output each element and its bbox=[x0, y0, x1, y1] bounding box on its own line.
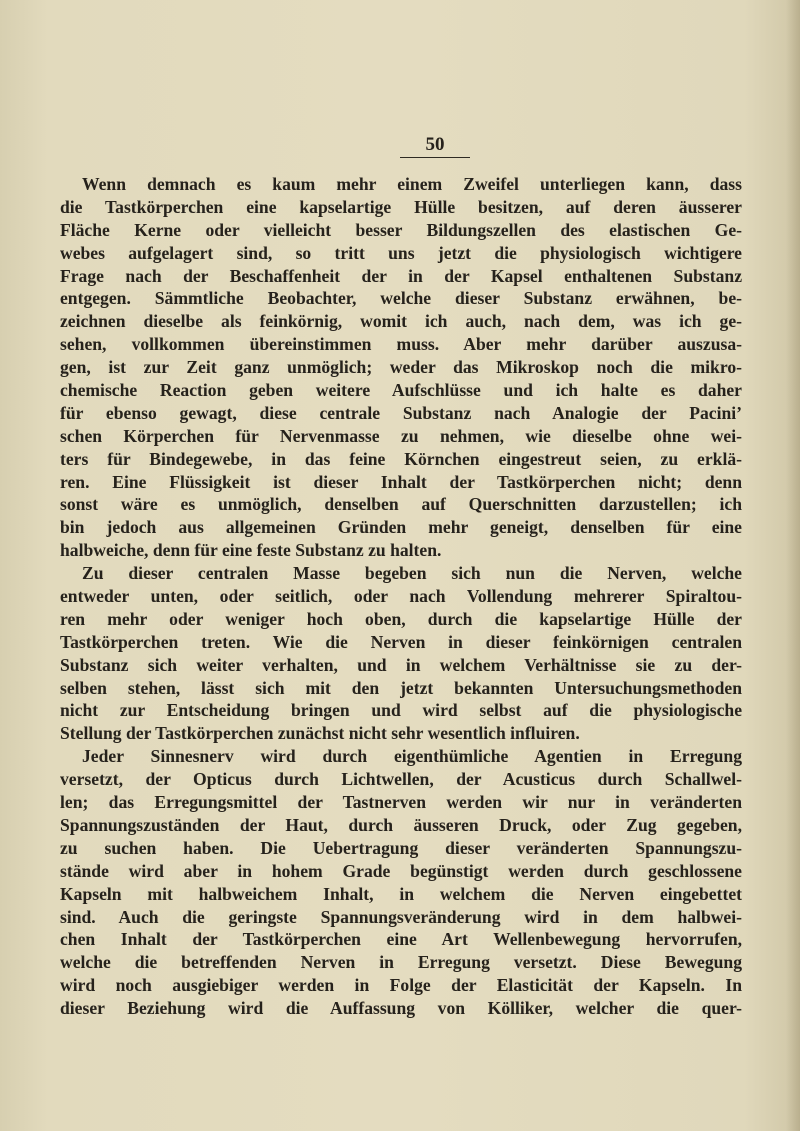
text-line: welche die betreffenden Nerven in Erregung versetzt. Diese Bewegung bbox=[60, 952, 742, 973]
text-line: chemische Reaction geben weitere Aufschlüsse und ich halte es daher bbox=[60, 380, 742, 401]
text-line: schen Körperchen für Nervenmasse zu nehmen, wie dieselbe ohne wei- bbox=[60, 425, 742, 446]
text-line: ren. Eine Flüssigkeit ist dieser Inhalt der Tastkörperchen nicht; denn bbox=[60, 471, 742, 492]
text-line: selben stehen, lässt sich mit den jetzt bekannten Untersuchungsmethoden bbox=[60, 677, 742, 698]
text-line: entweder unten, oder seitlich, oder nach Vollendung mehrerer Spiraltou- bbox=[60, 586, 742, 607]
text-line: Fläche Kerne oder vielleicht besser Bildungszellen des elastischen Ge- bbox=[60, 219, 742, 240]
text-line: Frage nach der Beschaffenheit der in der Kapsel enthaltenen Substanz bbox=[60, 265, 742, 286]
text-line: gen, ist zur Zeit ganz unmöglich; weder das Mikroskop noch die mikro- bbox=[60, 357, 742, 378]
text-line: stände wird aber in hohem Grade begünstigt werden durch geschlossene bbox=[60, 860, 742, 881]
body-text bbox=[60, 173, 742, 1020]
paragraph bbox=[60, 745, 742, 1020]
page-number: 50 bbox=[400, 134, 470, 158]
text-line: entgegen. Sämmtliche Beobachter, welche dieser Substanz erwähnen, be- bbox=[60, 288, 742, 309]
text-line: Substanz sich weiter verhalten, und in welchem Verhältnisse sie zu der- bbox=[60, 654, 742, 675]
text-line: Wenn demnach es kaum mehr einem Zweifel unterliegen kann, dass bbox=[82, 174, 742, 194]
text-line: sehen, vollkommen übereinstimmen muss. Aber mehr darüber auszusa- bbox=[60, 334, 742, 355]
text-line: nicht zur Entscheidung bringen und wird selbst auf die physiologische bbox=[60, 700, 742, 721]
text-line: Jeder Sinnesnerv wird durch eigenthümliche Agentien in Erregung bbox=[82, 746, 742, 767]
text-line: dieser Beziehung wird die Auffassung von Kölliker, welcher die quer- bbox=[60, 998, 742, 1019]
text-line: webes aufgelagert sind, so tritt uns jetzt die physiologisch wichtigere bbox=[60, 242, 742, 263]
text-line: wird noch ausgiebiger werden in Folge der Elasticität der Kapseln. In bbox=[60, 975, 742, 996]
text-line: len; das Erregungsmittel der Tastnerven werden wir nur in veränderten bbox=[60, 792, 742, 813]
text-line: Spannungszuständen der Haut, durch äusseren Druck, oder Zug gegeben, bbox=[60, 814, 742, 835]
paragraph bbox=[60, 562, 742, 745]
text-line: Kapseln mit halbweichem Inhalt, in welchem die Nerven eingebettet bbox=[60, 883, 742, 904]
text-line: Zu dieser centralen Masse begeben sich nun die Nerven, welche bbox=[82, 563, 742, 584]
text-line: halbweiche, denn für eine feste Substanz zu halten. bbox=[60, 540, 442, 561]
text-line: für ebenso gewagt, diese centrale Substanz nach Analogie der Pacini’ bbox=[60, 402, 742, 423]
page-edge-shadow bbox=[786, 0, 800, 1131]
text-line: sonst wäre es unmöglich, denselben auf Querschnitten darzustellen; ich bbox=[60, 494, 742, 515]
text-line: sind. Auch die geringste Spannungsveränderung wird in dem halbwei- bbox=[60, 906, 742, 927]
paragraph bbox=[60, 173, 742, 562]
text-line: Tastkörperchen treten. Wie die Nerven in dieser feinkörnigen centralen bbox=[60, 631, 742, 652]
text-line: bin jedoch aus allgemeinen Gründen mehr geneigt, denselben für eine bbox=[60, 517, 742, 538]
text-line: ren mehr oder weniger hoch oben, durch die kapselartige Hülle der bbox=[60, 608, 742, 629]
text-line: ters für Bindegewebe, in das feine Körnchen eingestreut seien, zu erklä- bbox=[60, 448, 742, 469]
text-line: chen Inhalt der Tastkörperchen eine Art Wellenbewegung hervorrufen, bbox=[60, 929, 742, 950]
text-line: zu suchen haben. Die Uebertragung dieser veränderten Spannungszu- bbox=[60, 837, 742, 858]
text-line: zeichnen dieselbe als feinkörnig, womit ich auch, nach dem, was ich ge- bbox=[60, 311, 742, 332]
text-line: versetzt, der Opticus durch Lichtwellen, der Acusticus durch Schallwel- bbox=[60, 769, 742, 790]
text-line: die Tastkörperchen eine kapselartige Hülle besitzen, auf deren äusserer bbox=[60, 196, 742, 217]
text-line: Stellung der Tastkörperchen zunächst nicht sehr wesentlich influiren. bbox=[60, 723, 580, 744]
